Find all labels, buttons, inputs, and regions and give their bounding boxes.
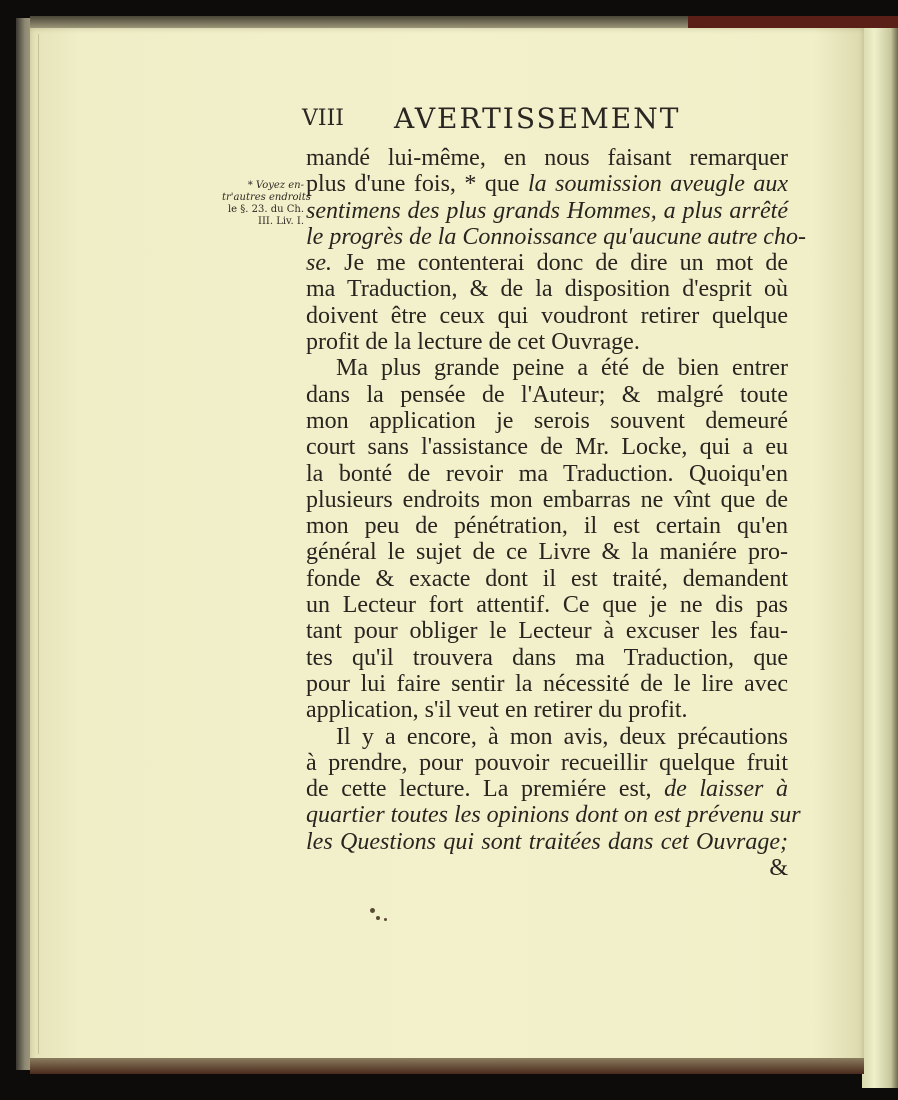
margin-note-line: * Voyez en- [247,180,304,191]
text-run: la bonté de revoir ma Traduction. Quoiqu'en [306,460,788,487]
text-run: dans la pensée de l'Auteur; & malgré toute [306,381,788,408]
text-line [306,198,788,224]
text-run: Il y a encore, à mon avis, deux précautions [336,723,788,750]
text-line [306,618,788,644]
text-run: mon application je serois souvent demeuré [306,407,788,434]
text-line [306,671,788,697]
text-line [306,250,788,276]
text-line [306,776,788,802]
text-run: de cette lecture. La premiére est, [306,776,665,803]
text-line [306,645,788,671]
text-line [306,592,788,618]
text-run: pour lui faire sentir la nécessité de le lire avec [306,670,788,697]
text-line [306,724,788,750]
ink-stain [368,906,396,926]
text-line [306,539,788,565]
book-right-edge [862,28,898,1088]
body-text [306,145,806,882]
text-run: Ma plus grande peine a été de bien entrer [336,355,788,382]
text-line [306,750,788,776]
text-line [306,276,788,302]
text-run: tant pour obliger le Lecteur à excuser les fau- [306,618,788,645]
text-run: ma Traduction, & de la disposition d'esprit où [306,276,788,303]
text-line [306,382,788,408]
text-line [306,566,788,592]
text-line [306,329,788,355]
catchword: & [769,855,788,882]
text-line [306,487,788,513]
margin-note-line: III. Liv. I. [258,216,304,227]
text-line [306,171,788,197]
text-line [306,461,788,487]
text-run: plus d'une fois, * que [306,171,528,198]
italic-run: la soumission aveugle aux [527,171,788,198]
text-run: tes qu'il trouvera dans ma Traduction, que [306,644,788,671]
text-run: général le sujet de ce Livre & la maniére pro- [306,539,788,566]
italic-run: se. [306,250,332,277]
italic-run: de laisser à [664,776,788,803]
text-run: plusieurs endroits mon embarras ne vînt que de [306,486,788,513]
text-run: Je me contenterai donc de dire un mot de [332,250,788,277]
text-line [306,303,788,329]
margin-note-line: tr'autres endroits [222,192,311,203]
text-line [306,145,788,171]
text-run: à prendre, pour pouvoir recueillir quelque fruit [306,749,788,776]
text-run: mandé lui-même, en nous faisant remarquer [306,145,788,171]
text-run: mon peu de pénétration, il est certain qu'en [306,513,788,540]
text-run: doivent être ceux qui voudront retirer quelque [306,302,788,329]
italic-run: quartier toutes les opinions dont on est prévenu sur [306,802,801,829]
text-line [306,355,788,381]
book-bottom-edge [30,1058,864,1074]
text-run: court sans l'assistance de Mr. Locke, qui a eu [306,434,788,461]
text-line [306,513,788,539]
text-run: profit de la lecture de cet Ouvrage. [306,329,640,356]
text-run: fonde & exacte dont il est traité, demandent [306,565,788,592]
text-line [306,223,806,250]
text-line [306,802,801,829]
italic-run: les Questions qui sont traitées dans cet Ouvrage; [306,828,788,855]
text-run: un Lecteur fort attentif. Ce que je ne dis pas [306,592,788,619]
italic-run: le progrès de la Connoissance qu'aucune autre cho- [306,223,806,250]
text-line [306,434,788,460]
margin-note-line: le §. 23. du Ch. [227,204,304,215]
page-title: AVERTISSEMENT [394,102,681,135]
text-line [306,829,788,855]
text-run: application, s'il veut en retirer du profit. [306,697,688,724]
text-line [306,408,788,434]
running-head [302,102,722,138]
page-fold-line [38,34,49,1054]
page-number: VIII [302,106,344,131]
text-line [306,697,788,723]
italic-run: sentimens des plus grands Hommes, a plus arrêté [306,197,788,224]
margin-note [222,180,311,228]
